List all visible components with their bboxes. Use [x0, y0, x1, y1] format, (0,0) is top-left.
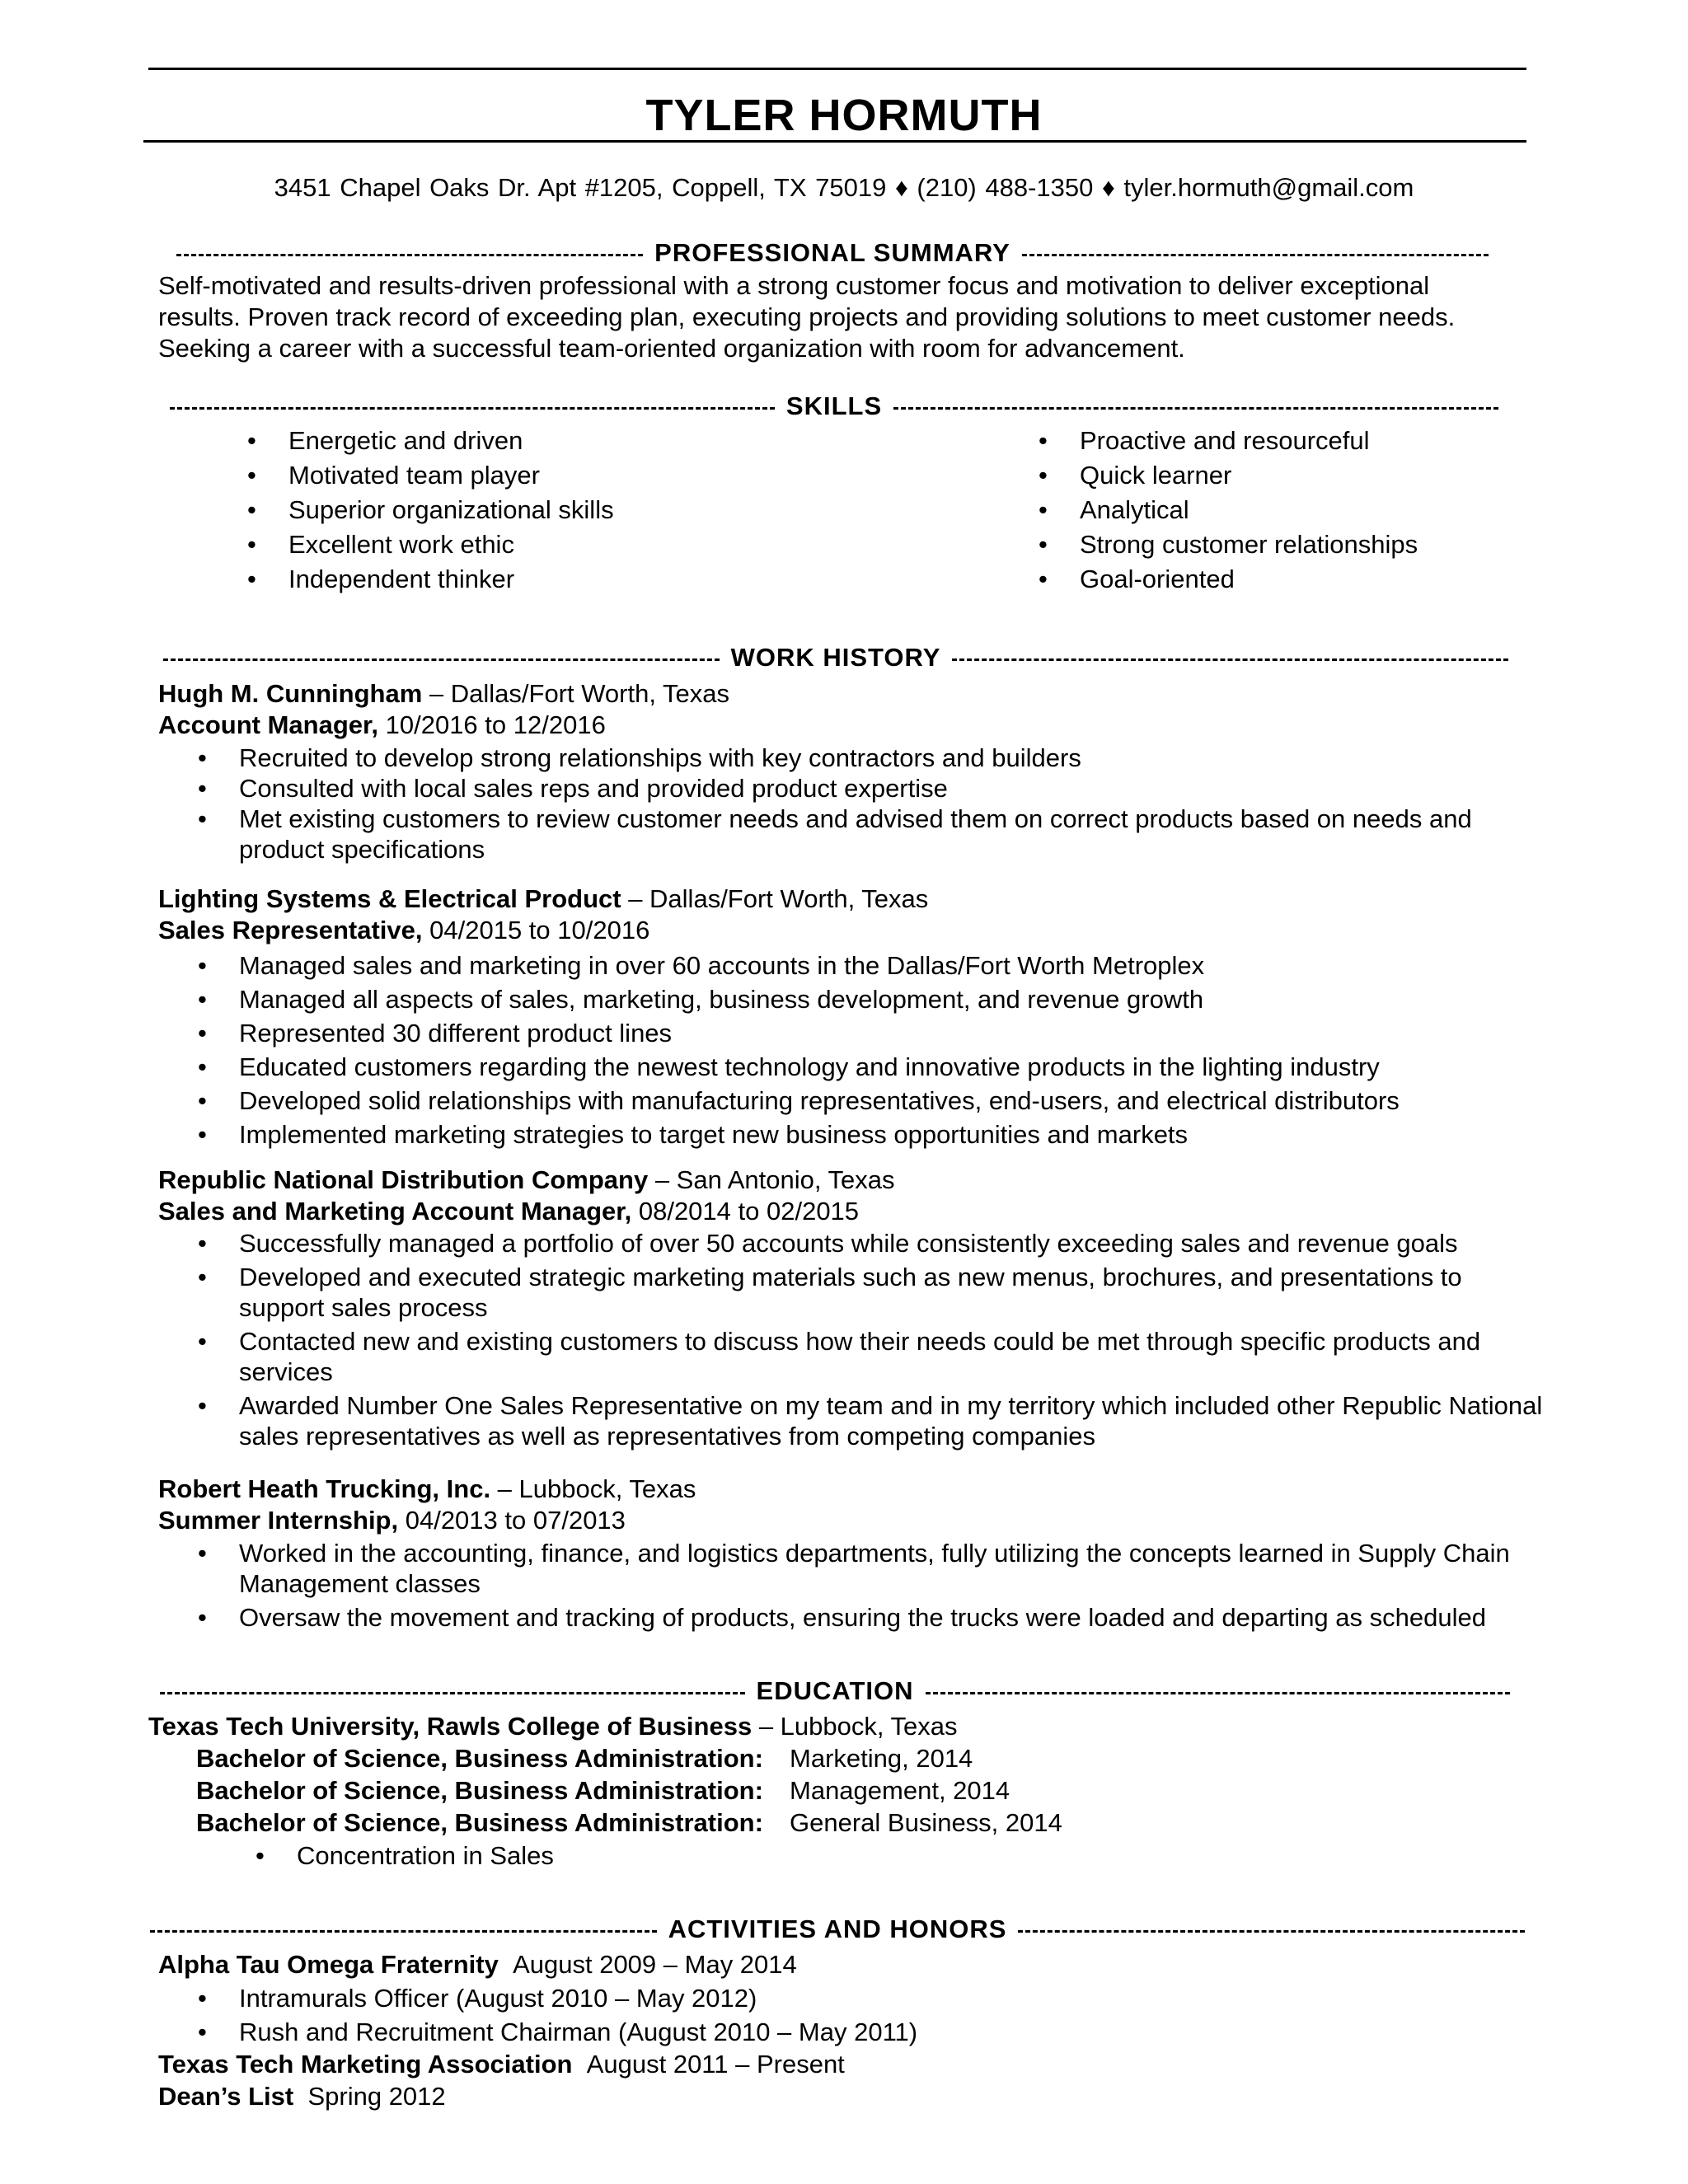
header-dash [170, 407, 775, 410]
header-dash [160, 1692, 745, 1694]
activity-line [158, 2080, 446, 2112]
activity-dates: August 2009 – May 2014 [513, 1950, 797, 1979]
summary-text: Self-motivated and results-driven professional with a strong customer focus and motivation to deliver exceptional results. Proven track record of exceeding plan, executing projects and providing solutions to meet customer needs. Seeking a career with a successful team-oriented organization with room for advancement. [158, 271, 1456, 363]
activity-dates: Spring 2012 [307, 2082, 446, 2111]
header-dash [176, 254, 643, 256]
job-company-line [158, 883, 928, 915]
job-bullets [198, 1538, 1550, 1633]
job-role: Account Manager, [158, 710, 378, 739]
job-location: – San Antonio, Texas [648, 1165, 895, 1194]
job-bullet: • Implemented marketing strategies to target new business opportunities and markets [198, 1118, 1525, 1151]
job-bullet: • Consulted with local sales reps and provided product expertise [198, 773, 1525, 804]
education-bullet: • Concentration in Sales [256, 1840, 915, 1871]
header-dash [163, 658, 720, 661]
job-dates: 04/2013 to 07/2013 [398, 1506, 626, 1535]
activity-line [158, 1948, 797, 1980]
skills-header [158, 390, 1510, 423]
activity-name: Alpha Tau Omega Fraternity [158, 1950, 499, 1979]
job-bullets [198, 1228, 1566, 1451]
degree-major: General Business, 2014 [790, 1808, 1062, 1837]
job-role-line [158, 1195, 859, 1227]
job-company-line [158, 1164, 895, 1196]
skill-item: • Excellent work ethic [247, 529, 742, 560]
skill-item: • Goal-oriented [1039, 564, 1533, 594]
degree-name: Bachelor of Science, Business Administration: [196, 1776, 763, 1805]
skills-right-list [1039, 425, 1533, 598]
job-role: Summer Internship, [158, 1506, 399, 1535]
degree-major: Management, 2014 [790, 1776, 1010, 1805]
skill-item: • Quick learner [1039, 460, 1533, 490]
activity-name: Texas Tech Marketing Association [158, 2050, 573, 2079]
section-title: EDUCATION [756, 1676, 914, 1705]
skill-item: • Superior organizational skills [247, 494, 742, 525]
section-title: PROFESSIONAL SUMMARY [654, 238, 1010, 267]
candidate-name: TYLER HORMUTH [645, 91, 1043, 140]
degree-line [196, 1774, 1010, 1807]
job-bullet: • Worked in the accounting, finance, and logistics departments, fully utilizing the concepts learned in Supply Chain Management classes [198, 1538, 1550, 1599]
header-dash [952, 658, 1508, 661]
header-dash [893, 407, 1498, 410]
degree-name: Bachelor of Science, Business Administration: [196, 1744, 763, 1773]
job-bullet: • Recruited to develop strong relationships with key contractors and builders [198, 743, 1525, 773]
school-location: – Lubbock, Texas [752, 1712, 958, 1741]
top-rule [148, 68, 1526, 70]
section-title: SKILLS [785, 391, 883, 420]
job-location: – Dallas/Fort Worth, Texas [621, 884, 929, 913]
job-bullet: • Met existing customers to review customer needs and advised them on correct products based on needs and product specifications [198, 804, 1525, 865]
job-role-line [158, 709, 606, 741]
school-line [148, 1710, 958, 1742]
header-dash [1018, 1930, 1525, 1933]
work-header [152, 641, 1520, 674]
education-header [148, 1675, 1522, 1708]
section-title: WORK HISTORY [730, 643, 941, 672]
job-bullet: • Developed and executed strategic marketing materials such as new menus, brochures, and presentations to support sales process [198, 1262, 1566, 1323]
skill-item: • Strong customer relationships [1039, 529, 1533, 560]
activity-line [158, 2048, 845, 2080]
job-company-line [158, 677, 729, 710]
skill-item: • Energetic and driven [247, 425, 742, 456]
summary-header [165, 237, 1500, 269]
skill-item: • Independent thinker [247, 564, 742, 594]
header-dash [1022, 254, 1489, 256]
job-role: Sales and Marketing Account Manager, [158, 1197, 632, 1226]
job-bullet: • Awarded Number One Sales Representative on my team and in my territory which included other Republic National sales representatives as well as representatives from competing companies [198, 1390, 1566, 1451]
job-bullets [198, 949, 1525, 1151]
activity-bullet: • Intramurals Officer (August 2010 – May 2012) [198, 1981, 1187, 2015]
school-name: Texas Tech University, Rawls College of Business [148, 1712, 753, 1741]
name-underline [143, 140, 1526, 143]
header-dash [150, 1930, 657, 1933]
job-bullets [198, 743, 1525, 865]
job-location: – Lubbock, Texas [490, 1474, 696, 1503]
job-role: Sales Representative, [158, 916, 423, 944]
job-company: Republic National Distribution Company [158, 1165, 649, 1194]
section-title: ACTIVITIES AND HONORS [668, 1915, 1007, 1943]
contact-line: 3451 Chapel Oaks Dr. Apt #1205, Coppell, TX 75019 ♦ (210) 488-1350 ♦ tyler.hormuth@gmail.com [274, 173, 1414, 202]
skill-item: • Proactive and resourceful [1039, 425, 1533, 456]
degree-line [196, 1807, 1062, 1839]
skill-item: • Motivated team player [247, 460, 742, 490]
job-company-line [158, 1473, 696, 1505]
header-dash [926, 1692, 1511, 1694]
job-bullet: • Successfully managed a portfolio of over 50 accounts while consistently exceeding sales and revenue goals [198, 1228, 1566, 1258]
job-bullet: • Managed sales and marketing in over 60 accounts in the Dallas/Fort Worth Metroplex [198, 949, 1525, 982]
job-dates: 08/2014 to 02/2015 [631, 1197, 860, 1226]
skills-left-list [247, 425, 742, 598]
job-company: Lighting Systems & Electrical Product [158, 884, 621, 913]
job-bullet: • Contacted new and existing customers to discuss how their needs could be met through specific products and services [198, 1326, 1566, 1387]
degree-major: Marketing, 2014 [790, 1744, 973, 1773]
degree-line [196, 1742, 973, 1774]
education-bullets [256, 1840, 915, 1871]
activity-name: Dean’s List [158, 2082, 294, 2111]
job-dates: 04/2015 to 10/2016 [422, 916, 650, 944]
job-bullet: • Represented 30 different product lines [198, 1016, 1525, 1050]
activities-header [138, 1913, 1536, 1946]
job-role-line [158, 1504, 626, 1536]
activity-bullet: • Rush and Recruitment Chairman (August 2010 – May 2011) [198, 2015, 1187, 2049]
job-bullet: • Educated customers regarding the newest technology and innovative products in the lighting industry [198, 1050, 1525, 1084]
activity-bullets [198, 1981, 1187, 2049]
job-dates: 10/2016 to 12/2016 [378, 710, 606, 739]
degree-name: Bachelor of Science, Business Administration: [196, 1808, 763, 1837]
job-bullet: • Developed solid relationships with manufacturing representatives, end-users, and electrical distributors [198, 1084, 1525, 1118]
job-company: Hugh M. Cunningham [158, 679, 423, 708]
job-company: Robert Heath Trucking, Inc. [158, 1474, 491, 1503]
job-bullet: • Oversaw the movement and tracking of products, ensuring the trucks were loaded and departing as scheduled [198, 1602, 1550, 1633]
activity-dates: August 2011 – Present [586, 2050, 845, 2079]
job-role-line [158, 914, 649, 946]
job-location: – Dallas/Fort Worth, Texas [422, 679, 729, 708]
job-bullet: • Managed all aspects of sales, marketing, business development, and revenue growth [198, 982, 1525, 1016]
skill-item: • Analytical [1039, 494, 1533, 525]
